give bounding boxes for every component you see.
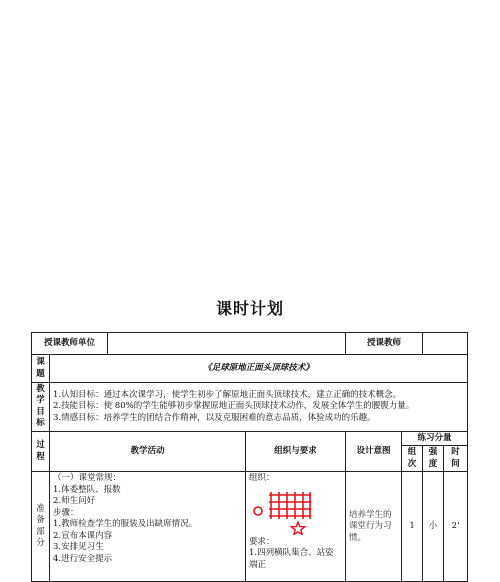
header-row — [32, 333, 468, 355]
organization-header: 组织与要求 — [246, 431, 346, 471]
group-value: 1 — [402, 472, 423, 582]
req-line: 1.四列横队集合、站姿 — [249, 548, 334, 559]
activity-content — [50, 472, 246, 582]
intensity-header: 强 度 — [423, 446, 444, 472]
goal-emotion: 3.情感目标：培养学生的团结合作精神，以及克服困难的意志品质，体验成功的乐趣。 — [53, 412, 376, 423]
time-value: 2' — [444, 472, 468, 582]
activity-line: 2.宣布本课内容 — [53, 530, 113, 541]
organization-content — [246, 472, 346, 582]
activity-line: 步骤： — [53, 507, 79, 518]
teacher-label: 授课教师 — [346, 333, 423, 355]
intensity-value: 小 — [423, 472, 444, 582]
activity-line: 3.安排见习生 — [53, 542, 104, 553]
activity-header: 教学活动 — [50, 431, 246, 471]
activity-line: 1.教师检查学生的服装及出缺席情况。 — [53, 519, 198, 530]
activity-line: 1.体委整队、报数 — [53, 484, 121, 495]
student-grid-icon — [269, 492, 311, 519]
goals-content — [50, 383, 468, 432]
intent-content — [346, 472, 402, 582]
goal-skill: 2.技能目标：使 80%的学生能够初步掌握原地正面头顶球技术动作，发展全体学生的腰腹力量。 — [53, 401, 415, 412]
goal-cognitive: 1.认知目标：通过本次课学习，使学生初步了解原地正面头顶球技术，建立正确的技术概念。 — [53, 389, 402, 400]
activity-line: 4.进行安全提示 — [53, 553, 113, 564]
star-icon — [291, 522, 304, 535]
practice-header: 练习分量 — [402, 431, 468, 445]
process-label: 过 程 — [32, 431, 50, 471]
group-header: 组 次 — [402, 446, 423, 472]
column-header-row — [32, 431, 468, 445]
org-label: 组织： — [249, 473, 275, 484]
time-header: 时 间 — [444, 446, 468, 472]
topic-row — [32, 355, 468, 383]
preparation-row — [32, 472, 468, 582]
section-label: 准 备 部 分 — [32, 472, 50, 582]
activity-line: （一）课堂常规： — [53, 473, 122, 484]
goals-row — [32, 383, 468, 432]
intent-line: 惯。 — [349, 532, 367, 543]
teacher-value — [423, 333, 468, 355]
formation-diagram — [249, 489, 339, 535]
activity-line: 2.师生问好 — [53, 496, 96, 507]
req-label: 要求： — [249, 536, 275, 547]
intent-line: 课堂行为习 — [349, 521, 392, 532]
intent-header: 设计意图 — [346, 431, 402, 471]
intent-line: 培养学生的 — [349, 509, 392, 520]
topic-value: 《足球原地正面头顶球技术》 — [50, 355, 468, 383]
unit-label: 授课教师单位 — [32, 333, 108, 355]
topic-label: 课 题 — [32, 355, 50, 383]
teacher-marker-icon — [254, 507, 262, 515]
unit-value — [108, 333, 346, 355]
req-line: 端正 — [249, 559, 267, 570]
lesson-plan-table — [31, 332, 468, 582]
page-title: 课时计划 — [215, 299, 284, 318]
goals-label: 教 学 目 标 — [32, 383, 50, 432]
